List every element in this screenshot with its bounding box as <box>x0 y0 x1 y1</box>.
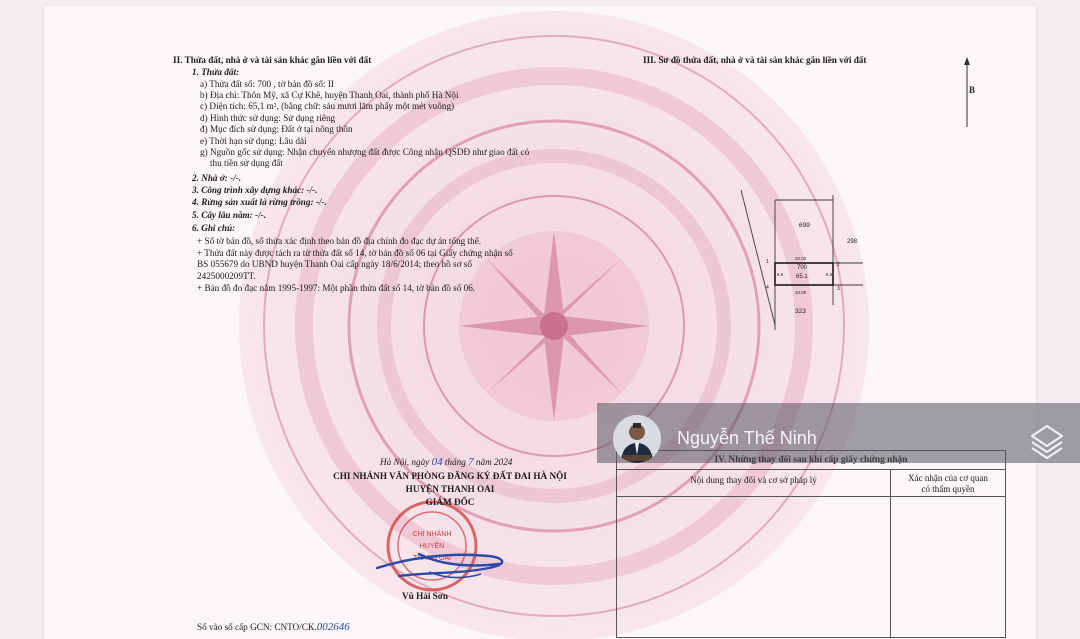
plot-323-label: 323 <box>795 308 806 315</box>
registration-label: Số vào sổ cấp GCN: CNTO/CK. <box>197 622 317 632</box>
date-mid: tháng <box>444 457 466 467</box>
point-2-label: 2 <box>837 262 840 268</box>
dimension-bottom-label: 10.00 <box>795 290 807 295</box>
item-1d: d) Hình thức sử dụng: Sử dụng riêng <box>200 113 336 123</box>
stamp-line2: HUYỆN <box>419 543 445 550</box>
org-line-1: CHI NHÁNH VĂN PHÒNG ĐĂNG KÝ ĐẤT ĐAI HÀ NỘI <box>333 471 567 481</box>
section-3-title: III. Sơ đồ thửa đất, nhà ở và tài sản khác gắn liền với đất <box>643 55 867 65</box>
plot-298-label: 298 <box>847 239 858 245</box>
changes-table <box>616 450 1006 638</box>
registration-number <box>197 622 350 634</box>
north-label: B <box>969 85 976 95</box>
note-3: BS 055679 do UBND huyện Thanh Oai cấp ngày 18/6/2014; theo hồ sơ số <box>197 259 472 269</box>
item-5: 5. Cây lâu năm: -/-. <box>192 210 267 220</box>
plot-700-label: 700 <box>797 265 808 271</box>
note-1: + Số tờ bản đồ, số thửa xác định theo bản đồ địa chính đo đạc dự án tổng thể. <box>197 236 482 246</box>
date-day: 04 <box>431 456 443 468</box>
item-1g: g) Nguồn gốc sử dụng: Nhận chuyển nhượng đất được Công nhận QSDĐ như giao đất có <box>200 147 530 157</box>
item-1a: a) Thửa đất số: 700 , tờ bản đồ số: II <box>200 79 334 89</box>
dimension-top-label: 10.02 <box>795 256 807 261</box>
registration-value: 002646 <box>316 621 350 633</box>
side-left-label: 6.5 <box>777 272 784 277</box>
watermark-banner <box>597 403 1080 463</box>
plot-diagram <box>735 165 870 335</box>
plot-699-label: 699 <box>799 222 810 229</box>
note-5: + Bản đồ đo đạc năm 1995-1997: Một phần thửa đất số 14, tờ bản đồ số 06. <box>197 283 476 293</box>
item-1e: e) Thời hạn sử dụng: Lâu dài <box>200 136 307 146</box>
issue-date <box>380 457 512 469</box>
section-2-title: II. Thửa đất, nhà ở và tài sản khác gắn liền với đất <box>173 55 372 65</box>
item-6: 6. Ghi chú: <box>192 223 236 233</box>
item-1b: b) Địa chỉ: Thôn Mỹ, xã Cự Khê, huyện Thanh Oai, thành phố Hà Nội <box>200 90 459 100</box>
plot-area-label: 65.1 <box>796 274 808 280</box>
north-arrow-icon <box>955 55 979 130</box>
date-year: năm 2024 <box>475 457 513 467</box>
stamp-line1: CHI NHÁNH <box>412 531 452 538</box>
avatar <box>613 415 661 463</box>
item-1c: c) Diện tích: 65,1 m², (bằng chữ: sáu mươi lăm phẩy một mét vuông) <box>200 101 455 111</box>
person-icon <box>613 415 661 463</box>
note-4: 2425000209TT. <box>197 271 256 281</box>
layers-logo-icon <box>1028 422 1066 462</box>
table-header-divider <box>617 496 1005 497</box>
item-3: 3. Công trình xây dựng khác: -/-. <box>192 185 318 195</box>
changes-column-header: Nội dung thay đổi và cơ sở pháp lý <box>690 475 817 485</box>
date-prefix: Hà Nội, ngày <box>380 457 430 467</box>
item-1dd: đ) Mục đích sử dụng: Đất ở tại nông thôn <box>200 124 353 134</box>
confirmation-header-line1: Xác nhận của cơ quan <box>908 473 988 483</box>
note-2: + Thửa đất này được tách ra từ thửa đất số 14, tờ bản đồ số 06 tại Giấy chứng nhận số <box>197 248 513 258</box>
confirmation-header-line2: có thẩm quyền <box>921 484 975 494</box>
point-4-label: 4 <box>766 285 769 291</box>
signer-name: Vũ Hải Sơn <box>402 591 448 601</box>
signature <box>369 534 519 594</box>
item-2: 2. Nhà ở: -/-. <box>192 173 242 183</box>
item-1-title: 1. Thửa đất: <box>192 67 240 77</box>
org-line-2: HUYỆN THANH OAI <box>405 484 495 494</box>
item-1g-cont: thu tiền sử dụng đất <box>210 158 283 168</box>
point-1-label: 1 <box>766 259 769 265</box>
watermark-name: Nguyễn Thế Ninh <box>677 428 817 448</box>
point-3-label: 3 <box>837 286 840 292</box>
confirmation-column-header <box>891 473 1005 495</box>
side-right-label: 6.5 <box>826 272 833 277</box>
date-month: 7 <box>468 456 474 468</box>
org-line-3: GIÁM ĐỐC <box>425 497 475 507</box>
stamp-line3: THANH OAI <box>412 555 452 562</box>
item-4: 4. Rừng sản xuất là rừng trồng: -/-. <box>192 197 327 207</box>
